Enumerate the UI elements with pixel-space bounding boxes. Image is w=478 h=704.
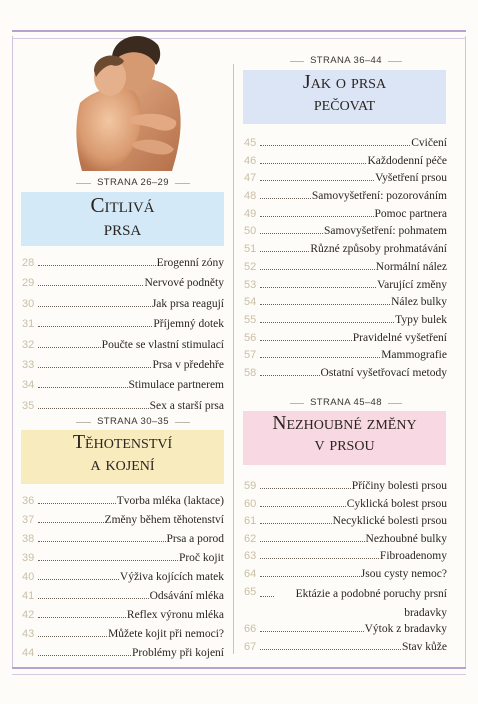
toc-entry[interactable]: 32 Poučte se vlastní stimulací (22, 338, 224, 351)
right-border (465, 36, 466, 667)
toc-entry[interactable]: 46 Každodenní péče (244, 154, 447, 167)
section-4-title-line2: v prsou (314, 434, 375, 456)
section-4-page-range: STRANA 45–48 (290, 397, 402, 408)
toc-entry[interactable]: 47 Vyšetření prsou (244, 172, 447, 185)
section-4-title (243, 411, 446, 465)
toc-entry[interactable]: 36 Tvorba mléka (laktace) (22, 495, 224, 507)
toc-entry[interactable]: 59 Příčiny bolesti prsou (244, 480, 447, 492)
toc-entry[interactable]: 56 Pravidelné vyšetření (244, 331, 447, 344)
section-2-title-line2: a kojení (90, 452, 155, 475)
toc-entry[interactable]: 29 Nervové podněty (22, 277, 224, 290)
toc-entry[interactable]: 60 Cyklická bolest prsou (244, 497, 447, 510)
section-3-title-line2: pečovat (313, 92, 376, 115)
toc-entry[interactable]: 45 Cvičení (244, 137, 447, 149)
toc-entry[interactable]: 55 Typy bulek (244, 313, 447, 326)
toc-entry[interactable]: 64 Jsou cysty nemoc? (244, 567, 447, 580)
section-1-title-line1: Citlivá (90, 193, 155, 217)
toc-entry[interactable]: 67 Stav kůže (244, 640, 447, 653)
column-divider (233, 64, 234, 654)
section-3-title (243, 70, 446, 124)
toc-entry[interactable]: 61 Necyklické bolesti prsou (244, 515, 447, 527)
toc-entry[interactable]: 37 Změny během těhotenství (22, 514, 224, 526)
toc-entry[interactable]: 50 Samovyšetření: pohmatem (244, 225, 447, 238)
section-1-page-range: STRANA 26–29 (76, 177, 190, 188)
toc-entry[interactable]: 62 Nezhoubné bulky (244, 532, 447, 545)
toc-entry[interactable]: 43 Můžete kojit při nemoci? (22, 628, 224, 640)
left-border (12, 36, 13, 667)
toc-entry[interactable]: 58 Ostatní vyšetřovací metody (244, 366, 447, 379)
section-2-title-line1: Těhotenství (72, 431, 173, 453)
section-3-contents (244, 137, 447, 385)
toc-entry[interactable]: 33 Prsa v předehře (22, 358, 224, 371)
toc-entry[interactable]: 41 Odsávání mléka (22, 590, 224, 602)
toc-entry[interactable]: 63 Fibroadenomy (244, 550, 447, 562)
toc-entry[interactable]: 35 Sex a starší prsa (22, 399, 224, 412)
section-1-title (21, 192, 224, 246)
toc-entry[interactable]: 28 Erogenní zóny (22, 257, 224, 269)
toc-entry[interactable]: 39 Proč kojit (22, 552, 224, 564)
toc-entry[interactable]: 48 Samovyšetření: pozorováním (244, 190, 447, 203)
toc-entry[interactable]: 65 Ektázie a podobné poruchy prsní bradavky (244, 586, 447, 619)
toc-entry[interactable]: 42 Reflex výronu mléka (22, 609, 224, 621)
toc-entry[interactable]: 38 Prsa a porod (22, 533, 224, 545)
toc-entry[interactable]: 52 Normální nález (244, 260, 447, 273)
toc-entry[interactable]: 31 Příjemný dotek (22, 318, 224, 331)
embracing-couple-photo (72, 25, 192, 171)
section-2-page-range: STRANA 30–35 (76, 416, 190, 427)
section-1-title-line2: prsa (103, 215, 142, 240)
toc-entry[interactable]: 49 Pomoc partnera (244, 207, 447, 220)
toc-entry[interactable]: 53 Varující změny (244, 278, 447, 291)
toc-entry[interactable]: 57 Mammografie (244, 349, 447, 362)
toc-entry[interactable]: 44 Problémy při kojení (22, 647, 224, 659)
toc-entry[interactable]: 66 Výtok z bradavky (244, 623, 447, 635)
section-2-contents (22, 495, 224, 666)
section-2-title (21, 430, 224, 484)
bottom-border (12, 667, 466, 675)
section-3-page-range: STRANA 36–44 (290, 55, 402, 66)
toc-entry[interactable]: 34 Stimulace partnerem (22, 379, 224, 392)
section-3-title-line1: Jak o prsa (302, 71, 387, 93)
toc-entry[interactable]: 54 Nález bulky (244, 296, 447, 309)
toc-entry[interactable]: 51 Různé způsoby prohmatávání (244, 243, 447, 256)
section-1-contents (22, 257, 224, 420)
toc-entry[interactable]: 30 Jak prsa reagují (22, 297, 224, 310)
section-4-contents (244, 480, 447, 658)
section-4-title-line1: Nezhoubné změny (272, 413, 417, 434)
toc-entry[interactable]: 40 Výživa kojících matek (22, 571, 224, 583)
